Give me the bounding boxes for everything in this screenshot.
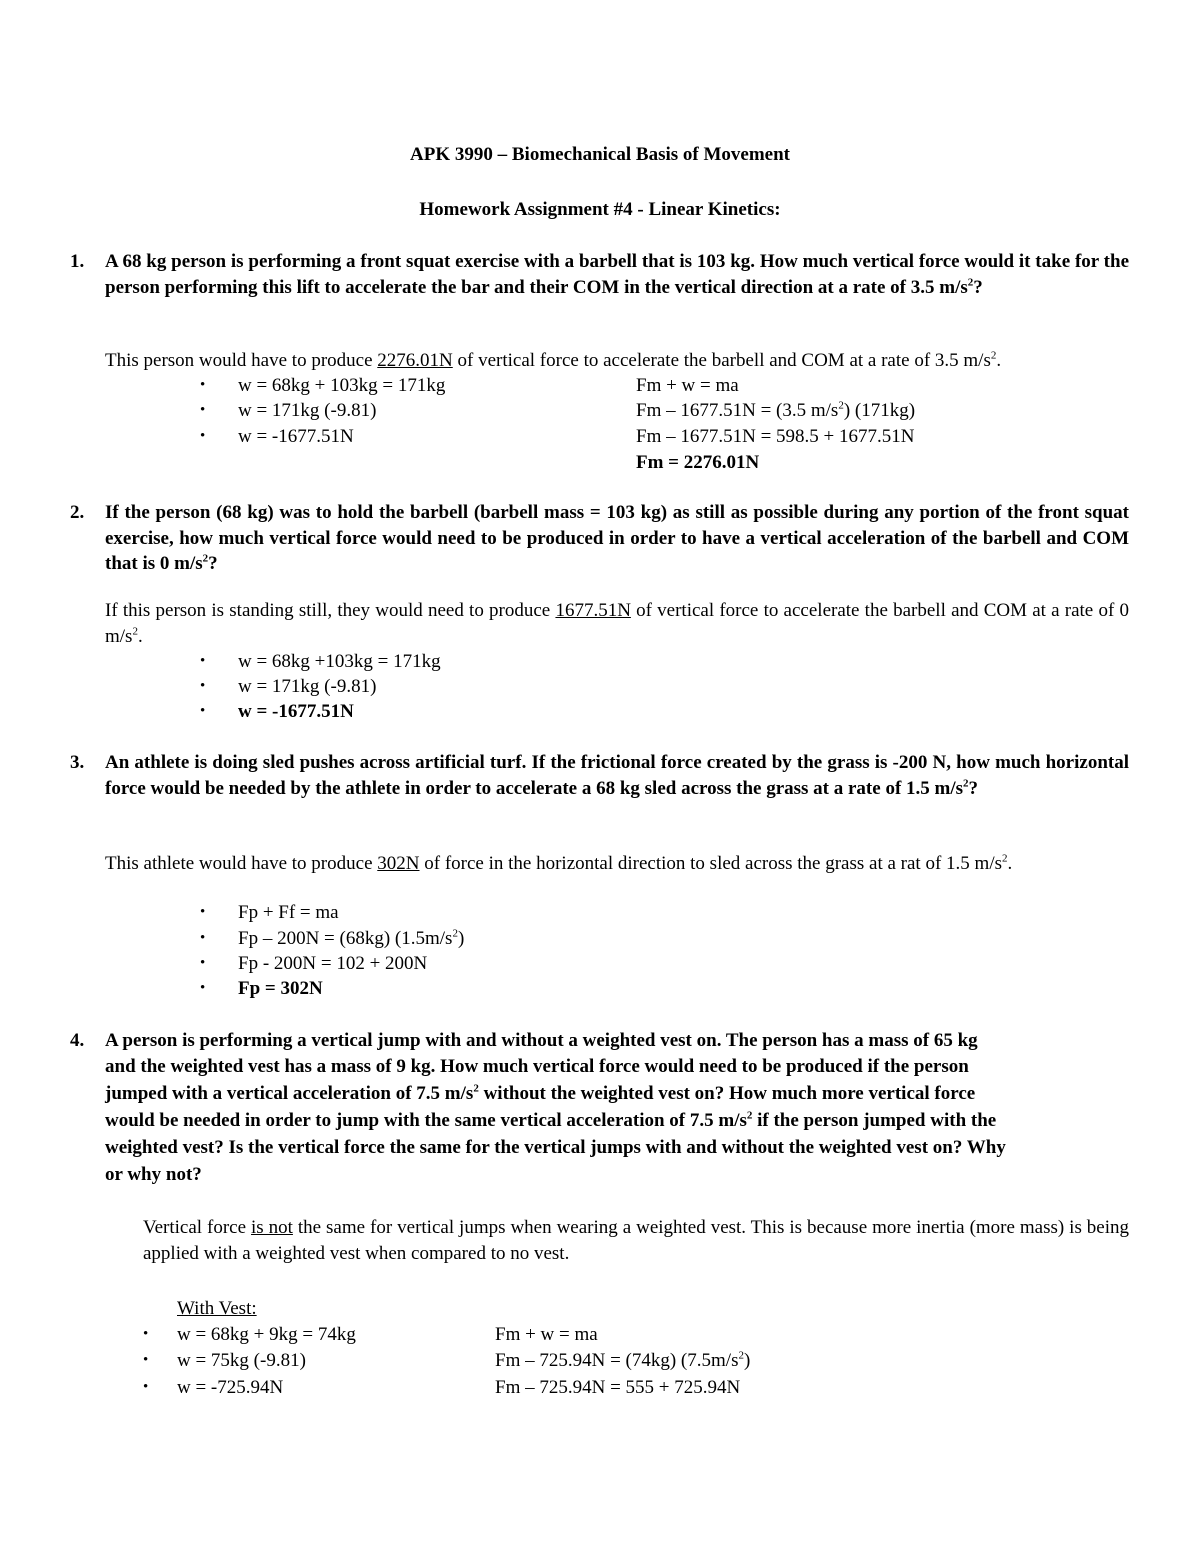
q4-left-step-2: w = 75kg (-9.81): [177, 1350, 306, 1371]
answer-2-post: of vertical force to accelerate the barbell and COM at a rate of 0 m/s: [105, 600, 1129, 647]
question-4-line-3-end: without the weighted vest on? How much more vertical force: [478, 1083, 976, 1104]
q4-left-step-3: w = -725.94N: [177, 1377, 284, 1398]
q4-right-step-2-main: Fm – 725.94N = (74kg) (7.5m/s: [495, 1350, 739, 1371]
bullet-icon: •: [200, 980, 206, 996]
answer-4-pre: Vertical force: [143, 1217, 252, 1238]
answer-2-text: [105, 598, 1129, 649]
answer-1-post: of vertical force to accelerate the barbell and COM at a rate of 3.5 m/s: [452, 350, 991, 371]
q2-step-1: w = 68kg +103kg = 171kg: [238, 651, 441, 672]
question-1-number: 1.: [70, 251, 85, 272]
q4-right-step-1: Fm + w = ma: [495, 1324, 598, 1345]
question-2-number: 2.: [70, 502, 85, 523]
answer-3-text: [105, 851, 1129, 877]
question-3-number: 3.: [70, 752, 85, 773]
bullet-icon: •: [200, 653, 206, 669]
q4-right-step-3: Fm – 725.94N = 555 + 725.94N: [495, 1377, 741, 1398]
answer-1-value: 2276.01N: [377, 350, 453, 371]
bullet-icon: •: [200, 703, 206, 719]
question-2-text-main: If the person (68 kg) was to hold the barbell (barbell mass = 103 kg) as still as possible during any portion of the front squat exercise, how much vertical force would need to be produced in order to have a vertical acceleration of the barbell and COM that is 0 m/s: [105, 502, 1129, 574]
question-4-line-6: or why not?: [105, 1164, 202, 1185]
answer-1-text: [105, 348, 1145, 374]
question-1-text-main: A 68 kg person is performing a front squat exercise with a barbell that is 103 kg. How much vertical force would it take for the person performing this lift to accelerate the bar and their COM in the vertical direction at a rate of 3.5 m/s: [105, 251, 1129, 298]
bullet-icon: •: [200, 678, 206, 694]
q3-step-2-end: ): [457, 928, 465, 949]
q1-right-step-2: [636, 398, 915, 423]
answer-3-pre: This athlete would have to produce: [105, 853, 378, 874]
question-3-text-end: ?: [968, 777, 979, 799]
question-2-text: [105, 500, 1129, 577]
bullet-icon: •: [200, 402, 206, 418]
answer-4-post: the same for vertical jumps when wearing a weighted vest. This is because more inertia (more mass) is being applied with a weighted vest when compared to no vest.: [143, 1217, 1130, 1264]
answer-3-superscript: 2: [1002, 852, 1008, 865]
bullet-icon: •: [200, 955, 206, 971]
question-1-superscript: 2: [967, 276, 974, 289]
q3-step-1: Fp + Ff = ma: [238, 902, 339, 923]
bullet-icon: •: [143, 1326, 149, 1342]
q4-right-step-2: [495, 1348, 750, 1373]
answer-4-text: [143, 1215, 1129, 1266]
q3-step-2-sup: 2: [452, 927, 458, 940]
q1-right-step-1: Fm + w = ma: [636, 375, 739, 396]
q1-right-step-2-sup: 2: [838, 399, 844, 412]
answer-2-value: 1677.51N: [555, 600, 631, 621]
answer-2-pre: If this person is standing still, they would need to produce: [105, 600, 556, 621]
q1-right-step-2-main: Fm – 1677.51N = (3.5 m/s: [636, 400, 839, 421]
question-4-line-2: and the weighted vest has a mass of 9 kg. How much vertical force would need to be produced if the person: [105, 1056, 969, 1077]
q1-right-step-2-end: ) (171kg): [843, 400, 916, 421]
q4-right-step-2-sup: 2: [738, 1349, 744, 1362]
answer-3-value: 302N: [377, 853, 420, 874]
bullet-icon: •: [200, 930, 206, 946]
q1-right-step-3: Fm – 1677.51N = 598.5 + 1677.51N: [636, 426, 915, 447]
question-4-line-4: [105, 1108, 996, 1133]
answer-1-end: .: [996, 350, 1002, 371]
bullet-icon: •: [200, 377, 206, 393]
answer-2-end: .: [137, 625, 143, 647]
q3-step-3: Fp - 200N = 102 + 200N: [238, 953, 428, 974]
with-vest-label: With Vest:: [177, 1298, 257, 1319]
question-4-line-4-main: would be needed in order to jump with the same vertical acceleration of 7.5 m/s: [105, 1110, 747, 1131]
answer-2-superscript: 2: [132, 625, 138, 638]
q3-step-4: Fp = 302N: [238, 978, 323, 999]
q1-left-step-2: w = 171kg (-9.81): [238, 400, 377, 421]
bullet-icon: •: [143, 1379, 149, 1395]
question-4-line-4-sup: 2: [746, 1109, 753, 1122]
answer-4-emphasis: is not: [251, 1217, 293, 1238]
bullet-icon: •: [143, 1352, 149, 1368]
question-4-line-3-main: jumped with a vertical acceleration of 7.5 m/s: [105, 1083, 474, 1104]
q3-step-2: [238, 926, 464, 951]
question-4-line-1: A person is performing a vertical jump with and without a weighted vest on. The person has a mass of 65 kg: [105, 1030, 978, 1051]
question-3-text: [105, 750, 1129, 801]
document-title: APK 3990 – Biomechanical Basis of Movement: [410, 144, 790, 165]
q1-left-step-3: w = -1677.51N: [238, 426, 354, 447]
question-2-superscript: 2: [202, 552, 209, 565]
question-1-text-end: ?: [973, 276, 983, 298]
question-1-text: [105, 249, 1129, 300]
question-4-line-4-end: if the person jumped with the: [752, 1110, 997, 1131]
question-3-superscript: 2: [963, 777, 969, 790]
question-4-number: 4.: [70, 1030, 85, 1051]
question-3-text-main: An athlete is doing sled pushes across artificial turf. If the frictional force created by the grass is -200 N, how much horizontal force would be needed by the athlete in order to accelerate a 68 kg sled across the grass at a rate of 1.5 m/s: [105, 752, 1129, 799]
answer-3-end: .: [1007, 853, 1013, 874]
question-4-line-5: weighted vest? Is the vertical force the same for the vertical jumps with and without the weighted vest on? Why: [105, 1137, 1006, 1158]
assignment-subtitle: Homework Assignment #4 - Linear Kinetics:: [419, 199, 781, 220]
question-4-line-3: [105, 1081, 975, 1106]
q2-step-2: w = 171kg (-9.81): [238, 676, 377, 697]
q3-step-2-main: Fp – 200N = (68kg) (1.5m/s: [238, 928, 453, 949]
bullet-icon: •: [200, 904, 206, 920]
question-2-text-end: ?: [208, 553, 218, 574]
bullet-icon: •: [200, 428, 206, 444]
answer-3-post: of force in the horizontal direction to sled across the grass at a rat of 1.5 m/s: [419, 853, 1002, 874]
q2-step-3: w = -1677.51N: [238, 701, 354, 722]
q4-right-step-2-end: ): [743, 1350, 751, 1371]
q1-left-step-1: w = 68kg + 103kg = 171kg: [238, 375, 446, 396]
q4-left-step-1: w = 68kg + 9kg = 74kg: [177, 1324, 356, 1345]
answer-1-superscript: 2: [990, 349, 997, 362]
question-4-line-3-sup: 2: [473, 1082, 479, 1095]
answer-1-pre: This person would have to produce: [105, 350, 378, 371]
q1-final-answer: Fm = 2276.01N: [636, 452, 760, 473]
